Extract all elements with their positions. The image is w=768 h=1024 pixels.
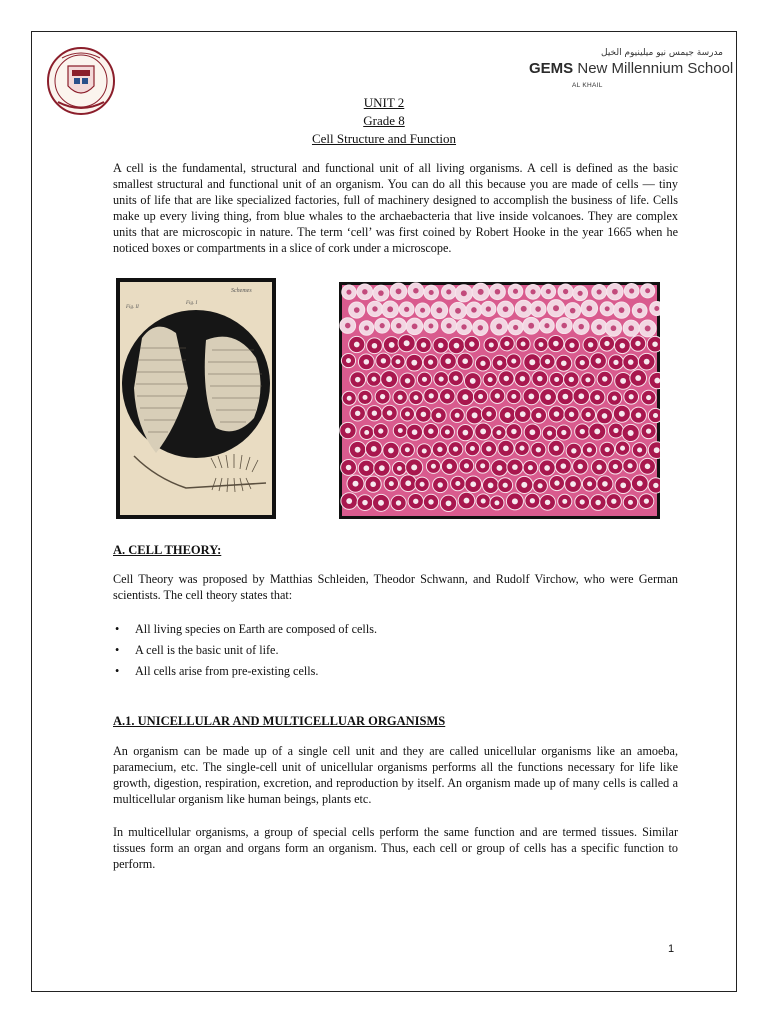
list-item-text: All cells arise from pre-existing cells. bbox=[135, 664, 319, 678]
bullet-icon: • bbox=[115, 664, 120, 678]
tissue-micrograph bbox=[339, 282, 660, 519]
intro-paragraph: A cell is the fundamental, structural and functional unit of all living organisms. A cell is defined as the basic smallest structural and functional unit of an organism. You can do all this because you are made of cells — tiny units of life that are like specialized factories, full of machinery designed to accomplish the business of life. Cells make up every living thing, from blue whales to the archaebacteria that live inside volcanoes. They are complex units that are microscopic in nature. The term ‘cell’ was first coined by Robert Hooke in the year 1665 when he noticed boxes or compartments in a slice of cork under a microscope. bbox=[113, 161, 678, 255]
grade-title: Grade 8 bbox=[363, 113, 405, 128]
section-a-heading: A. CELL THEORY: bbox=[113, 543, 222, 557]
school-location: AL KHAIL bbox=[572, 82, 603, 89]
list-item bbox=[113, 621, 673, 642]
topic-title: Cell Structure and Function bbox=[311, 131, 457, 146]
hooke-fig-2-label: Fig. II bbox=[126, 305, 139, 310]
section-a1-paragraph-2: In multicellular organisms, a group of special cells perform the same function and are termed tissues. Similar tissues form an organ and organs form an organism. Thus, each cell or group of cells has a specific function to perform. bbox=[113, 825, 678, 871]
section-a1-heading: A.1. UNICELLULAR AND MULTICELLUAR ORGANISMS bbox=[113, 714, 446, 728]
list-item-text: All living species on Earth are composed of cells. bbox=[135, 622, 377, 636]
list-item-text: A cell is the basic unit of life. bbox=[135, 643, 279, 657]
list-item bbox=[113, 642, 673, 663]
hooke-fig-1-label: Fig. I bbox=[186, 301, 198, 306]
title-block bbox=[0, 94, 768, 148]
unit-title: UNIT 2 bbox=[363, 95, 405, 110]
school-name bbox=[529, 60, 733, 77]
brand-rest: New Millennium School bbox=[573, 60, 734, 77]
cell-theory-list bbox=[113, 621, 673, 684]
hooke-cork-illustration bbox=[116, 278, 276, 519]
section-a1-paragraph-1: An organism can be made up of a single cell unit and they are called unicellular organisms like an amoeba, paramecium, etc. The single-cell unit of unicellular organisms performs all the functions necessary for life like growth, digestion, respiration, excretion, and reproduction by itself. An organism made up of many cells is called a multicellular organism like human beings, plants etc. bbox=[113, 744, 678, 806]
bullet-icon: • bbox=[115, 622, 120, 636]
bullet-icon: • bbox=[115, 643, 120, 657]
gems-school-logo bbox=[527, 48, 734, 98]
brand-gems: GEMS bbox=[529, 60, 574, 77]
list-item bbox=[113, 663, 673, 684]
school-name-arabic: مدرسة جيمس نيو ميلينيوم الخيل bbox=[601, 48, 723, 58]
section-a-paragraph: Cell Theory was proposed by Matthias Schleiden, Theodor Schwann, and Rudolf Virchow, who were German scientists. The cell theory states that: bbox=[113, 572, 678, 602]
hooke-plate-label: Schemes bbox=[231, 288, 252, 294]
page-number: 1 bbox=[668, 943, 675, 955]
